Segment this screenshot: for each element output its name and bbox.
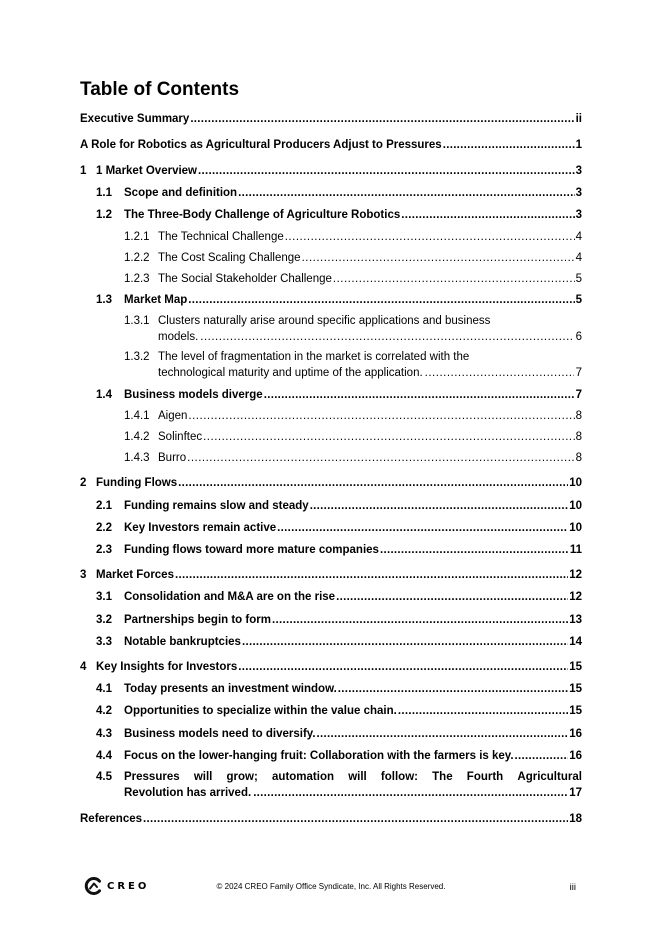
copyright-notice: © 2024 CREO Family Office Syndicate, Inc. All Rights Reserved. [216,882,446,891]
page-number: iii [569,882,576,893]
toc-entry-page: 7 [575,389,582,401]
leader-dots [425,365,574,381]
leader-dots [190,112,574,126]
toc-entry-business-models-diverge[interactable] [96,388,582,402]
toc-entry-label: 1 Market Overview [96,165,198,177]
toc-entry-key-investors[interactable] [96,521,582,535]
toc-entry-page: 18 [569,813,582,825]
leader-dots [272,613,568,627]
leader-dots [143,812,568,826]
toc-entry-number: 3.1 [96,591,112,603]
toc-entry-label: Funding Flows [96,477,178,489]
toc-entry-page: 5 [575,294,582,306]
toc-entry-number: 1 [80,165,87,177]
leader-dots [188,293,574,307]
toc-entry-number: 2.1 [96,500,112,512]
toc-entry-label-continued [96,785,582,801]
leader-dots [443,138,575,152]
page-footer [0,872,662,902]
toc-entry-clusters[interactable] [124,313,582,345]
toc-entry-label-line2: technological maturity and uptime of the application. [158,367,423,379]
leader-dots [238,186,575,200]
toc-entry-number: 1.4.3 [124,452,150,464]
logo-text: CREO [107,880,150,892]
leader-dots [333,272,575,286]
toc-entry-page: 10 [569,500,582,512]
toc-entry-funding-flows[interactable] [80,476,582,490]
toc-entry-number: 1.2.1 [124,231,150,243]
leader-dots [302,251,575,265]
toc-entry-burro[interactable] [124,451,582,465]
toc-entry-label-line2: models. [158,331,199,343]
leader-dots [317,727,569,741]
toc-entry-page: 14 [569,636,582,648]
toc-entry-page: 12 [569,591,582,603]
toc-entry-page: 13 [569,614,582,626]
toc-word: follow: [380,771,418,783]
toc-entry-label: Executive Summary [80,113,190,125]
toc-entry-label: Burro [158,452,187,464]
toc-entry-label: Consolidation and M&A are on the rise [124,591,336,603]
toc-entry-page: 11 [569,544,582,556]
toc-entry-number: 2.2 [96,522,112,534]
leader-dots [285,230,575,244]
toc-entry-label: Scope and definition [124,187,238,199]
toc-entry-number: 1.3.1 [124,315,150,327]
toc-entry-number: 2 [80,477,87,489]
leader-dots [200,329,573,345]
toc-entry-number: 3.2 [96,614,112,626]
leader-dots [338,682,568,696]
toc-entry-number: 1.2.2 [124,252,150,264]
toc-entry-number: 4.1 [96,683,112,695]
toc-entry-number: 3.3 [96,636,112,648]
toc-entry-page: 7 [575,367,582,379]
toc-entry-bankruptcies[interactable] [96,635,582,649]
toc-entry-page: 17 [569,787,582,799]
toc-entry-label: A Role for Robotics as Agricultural Producers Adjust to Pressures [80,139,442,151]
toc-word: will [193,771,213,783]
toc-entry-solinftec[interactable] [124,430,582,444]
toc-entry-number: 4.4 [96,750,112,762]
toc-entry-label-line2: Revolution has arrived. [124,787,252,799]
toc-entry-page: ii [575,113,582,125]
toc-entry-label: The level of fragmentation in the market is correlated with the [158,351,470,363]
toc-entry-label: Partnerships begin to form [124,614,271,626]
toc-entry-consolidation[interactable] [96,590,582,604]
leader-dots [515,749,569,763]
toc-entry-label: Business models need to diversify. [124,728,316,740]
toc-word: The [432,771,453,783]
toc-entry-label: Solinftec [158,431,203,443]
toc-title: Table of Contents [80,79,240,100]
toc-entry-label [96,769,582,785]
toc-entry-key-insights[interactable] [80,660,582,674]
toc-entry-number: 4.2 [96,705,112,717]
toc-entry-label: Funding remains slow and steady [124,500,309,512]
toc-entry-page: 12 [569,569,582,581]
toc-entry-partnerships[interactable] [96,613,582,627]
toc-entry-label: The Cost Scaling Challenge [158,252,301,264]
toc-entry-label: The Three-Body Challenge of Agriculture Robotics [124,209,401,221]
leader-dots [380,543,569,557]
toc-entry-label: Clusters naturally arise around specific applications and business [158,315,491,327]
toc-entry-page: 4 [575,231,582,243]
leader-dots [310,499,569,513]
toc-entry-social-stakeholder-challenge[interactable] [124,272,582,286]
toc-entry-label: Notable bankruptcies [124,636,241,648]
leader-dots [203,430,574,444]
toc-word: will [348,771,367,783]
toc-entry-number: 1.2.3 [124,273,150,285]
toc-entry-label: Focus on the lower-hanging fruit: Collaboration with the farmers is key. [124,750,514,762]
toc-entry-page: 10 [569,477,582,489]
toc-entry-label: Market Map [124,294,188,306]
leader-dots [336,590,568,604]
toc-entry-role-for-robotics[interactable] [80,138,582,152]
toc-entry-lower-hanging-fruit[interactable] [96,749,582,763]
toc-entry-aigen[interactable] [124,409,582,423]
leader-dots [188,409,574,423]
toc-entry-investment-window[interactable] [96,682,582,696]
toc-entry-market-overview[interactable] [80,164,582,178]
toc-entry-number: 1.1 [96,187,112,199]
toc-entry-label: Opportunities to specialize within the value chain. [124,705,397,717]
toc-entry-number: 3 [80,569,87,581]
toc-entry-page: 15 [569,683,582,695]
leader-dots [401,208,574,222]
toc-entry-page: 16 [569,750,582,762]
toc-entry-number: 4 [80,661,87,673]
leader-dots [264,388,575,402]
toc-entry-references[interactable] [80,812,582,826]
toc-entry-page: 5 [575,273,582,285]
leader-dots [253,785,567,801]
toc-entry-page: 1 [575,139,582,151]
toc-entry-number: 1.4.2 [124,431,150,443]
toc-entry-funding-slow-steady[interactable] [96,499,582,513]
toc-entry-page: 16 [569,728,582,740]
leader-dots [175,568,568,582]
toc-entry-label: Business models diverge [124,389,263,401]
toc-entry-page: 3 [575,165,582,177]
toc-entry-label-continued [124,365,582,381]
leader-dots [198,164,575,178]
toc-entry-page: 15 [569,705,582,717]
toc-entry-executive-summary[interactable] [80,112,582,126]
leader-dots [398,704,568,718]
toc-entry-label: References [80,813,143,825]
toc-entry-diversify[interactable] [96,727,582,741]
toc-entry-label: Key Investors remain active [124,522,277,534]
leader-dots [178,476,568,490]
toc-entry-market-forces[interactable] [80,568,582,582]
toc-entry-page: 8 [575,452,582,464]
toc-entry-number: 4.5 [96,771,112,783]
toc-entry-specialize[interactable] [96,704,582,718]
toc-entry-label: Today presents an investment window. [124,683,337,695]
toc-entry-number: 1.2 [96,209,112,221]
toc-entry-page: 3 [575,209,582,221]
toc-entry-label: Aigen [158,410,188,422]
toc-entry-three-body-challenge[interactable] [96,208,582,222]
toc-entry-mature-companies[interactable] [96,543,582,557]
toc-entry-page: 8 [575,431,582,443]
toc-entry-number: 1.3.2 [124,351,150,363]
toc-entry-page: 8 [575,410,582,422]
toc-entry-fragmentation[interactable] [124,349,582,381]
toc-entry-number: 1.4 [96,389,112,401]
toc-entry-label: The Social Stakeholder Challenge [158,273,332,285]
toc-entry-technical-challenge[interactable] [124,230,582,244]
toc-word: grow; [226,771,258,783]
toc-entry-number: 1.3 [96,294,112,306]
toc-entry-label: Market Forces [96,569,174,581]
toc-word: Agricultural [517,771,582,783]
toc-entry-cost-scaling-challenge[interactable] [124,251,582,265]
toc-entry-page: 10 [569,522,582,534]
toc-entry-number: 4.3 [96,728,112,740]
toc-entry-fourth-revolution[interactable] [96,769,582,801]
toc-entry-label: Funding flows toward more mature companies [124,544,379,556]
toc-entry-number: 2.3 [96,544,112,556]
toc-entry-label: Key Insights for Investors [96,661,238,673]
leader-dots [187,451,574,465]
toc-entry-market-map[interactable] [96,293,582,307]
toc-entry-scope-definition[interactable] [96,186,582,200]
toc-entry-page: 15 [569,661,582,673]
toc-word: automation [272,771,335,783]
toc-entry-label-continued [124,329,582,345]
toc-entry-label: The Technical Challenge [158,231,284,243]
leader-dots [238,660,568,674]
toc-word: Pressures [124,771,180,783]
toc-entry-number: 1.4.1 [124,410,150,422]
toc-entry-page: 6 [575,331,582,343]
toc-word: Fourth [466,771,504,783]
leader-dots [277,521,568,535]
toc-entry-page: 3 [575,187,582,199]
leader-dots [242,635,568,649]
toc-entry-page: 4 [575,252,582,264]
